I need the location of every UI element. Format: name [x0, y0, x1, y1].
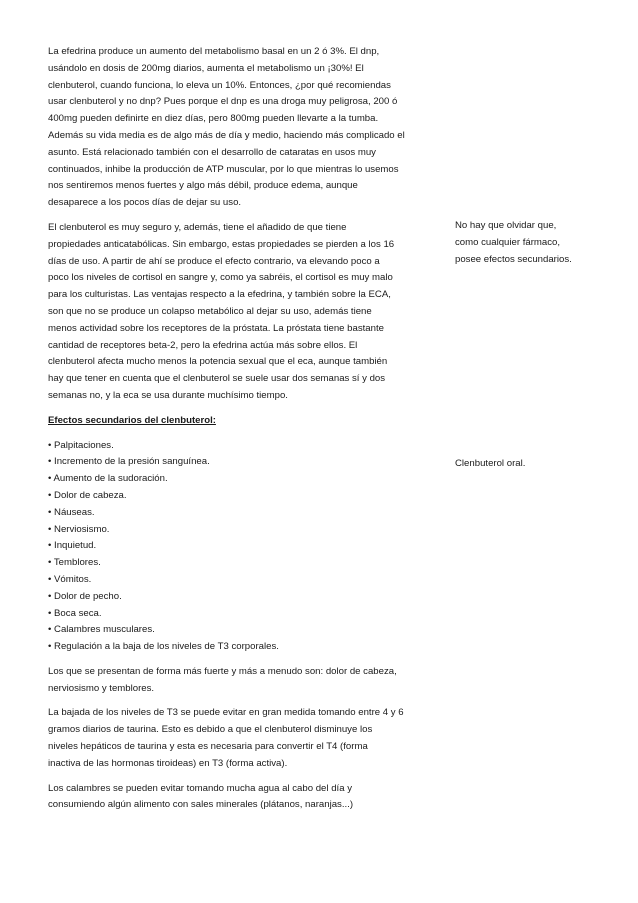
paragraph-efedrina-dnp: La efedrina produce un aumento del metabolismo basal en un 2 ó 3%. El dnp, usándolo en dosis de 200mg diarios, aumenta el metabolismo un ¡30%! El clenbuterol, cuando funciona, lo eleva un 10%. Entonces, ¿por qué recomiendas usar clenbuterol y no dnp? Pues porque el dnp es una droga muy peligrosa, 200 ó 400mg pueden definirte en diez días, pero 800mg pueden llevarte a la tumba. Además su vida media es de algo más de día y medio, haciendo más complicado el asunto. Está relacionado también con el desarrollo de cataratas en usos muy continuados, inhibe la producción de ATP muscular, por lo que mientras lo usemos nos sentiremos menos fuertes y algo más débil, produce edema, aunque desaparece a los pocos días de dejar su uso. — [48, 46, 405, 209]
list-item: • Aumento de la sudoración. — [48, 471, 440, 488]
side-effects-heading: Efectos secundarios del clenbuterol: — [48, 414, 216, 426]
list-item: • Temblores. — [48, 555, 440, 572]
sidebar-note-side-effects: No hay que olvidar que, como cualquier fármaco, posee efectos secundarios. — [455, 220, 572, 265]
list-item: • Boca seca. — [48, 606, 440, 623]
paragraph-clenbuterol-seguro: El clenbuterol es muy seguro y, además, tiene el añadido de que tiene propiedades anticatabólicas. Sin embargo, estas propiedades se pierden a los 16 días de uso. A partir de ahí se produce el efecto contrario, va elevando poco a poco los niveles de cortisol en sangre y, como ya sabréis, el cortisol es muy malo para los culturistas. Las ventajas respecto a la efedrina, y también sobre la ECA, son que no se produce un colapso metabólico al dejar su uso, además tiene menos actividad sobre los receptores de la próstata. La próstata tiene bastante cantidad de receptores beta-2, pero la efedrina actúa más sobre ellos. El clenbuterol afecta mucho menos la potencia sexual que el eca, aunque también hay que tener en cuenta que el clenbuterol se suele usar dos semanas sí y dos semanas no, y la eca se usa durante muchísimo tiempo. — [48, 221, 395, 401]
list-item: • Palpitaciones. — [48, 438, 440, 455]
sidebar-note-oral: Clenbuterol oral. — [455, 458, 526, 469]
list-item: • Dolor de pecho. — [48, 589, 440, 606]
paragraph-taurina-t3: La bajada de los niveles de T3 se puede evitar en gran medida tomando entre 4 y 6 gramos diarios de taurina. Esto es debido a que el clenbuterol disminuye los niveles hepáticos de taurina y esta es necesaria para convertir el T4 (forma inactiva de las hormonas tiroideas) en T3 (forma activa). — [48, 707, 404, 769]
list-item: • Incremento de la presión sanguínea. — [48, 454, 440, 471]
list-item: • Inquietud. — [48, 538, 440, 555]
list-item: • Dolor de cabeza. — [48, 488, 440, 505]
side-effects-list — [48, 438, 440, 656]
main-text-column — [48, 44, 440, 822]
list-item: • Náuseas. — [48, 505, 440, 522]
list-item: • Nerviosismo. — [48, 522, 440, 539]
list-item: • Regulación a la baja de los niveles de T3 corporales. — [48, 639, 440, 656]
list-item: • Calambres musculares. — [48, 622, 440, 639]
list-item: • Vómitos. — [48, 572, 440, 589]
paragraph-calambres: Los calambres se pueden evitar tomando mucha agua al cabo del día y consumiendo algún alimento con sales minerales (plátanos, naranjas...) — [48, 782, 354, 811]
paragraph-frequent-effects: Los que se presentan de forma más fuerte y más a menudo son: dolor de cabeza, nerviosismo y temblores. — [48, 665, 397, 694]
